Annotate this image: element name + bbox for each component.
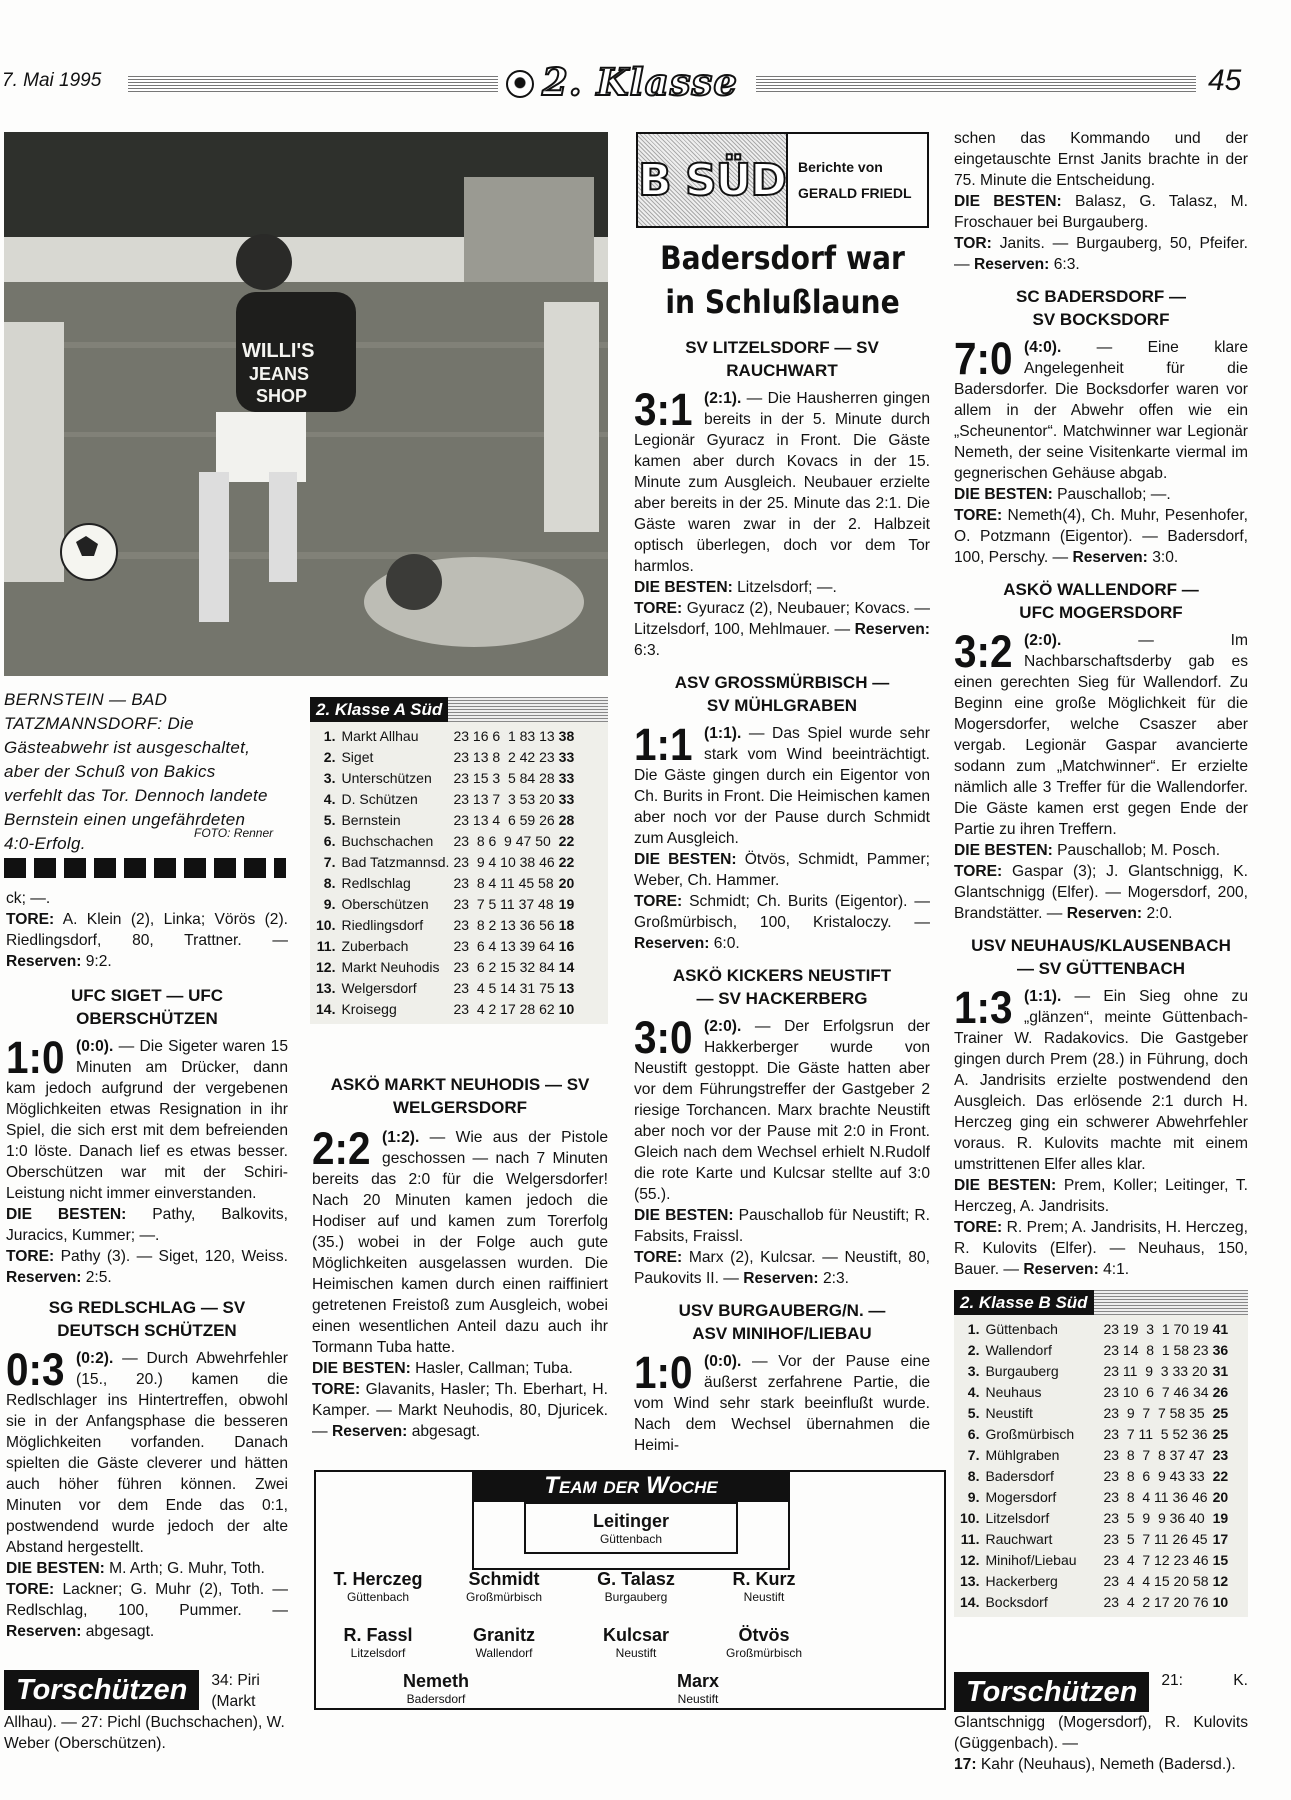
table-row xyxy=(960,1319,1228,1340)
points: 23 xyxy=(1212,1447,1229,1463)
team-name: Bernstein xyxy=(341,812,401,828)
page-number: 45 xyxy=(1208,64,1242,97)
photo-credit: FOTO: Renner xyxy=(194,826,274,840)
column-4 xyxy=(954,128,1248,1280)
team-name: Redlschlag xyxy=(341,875,411,891)
team-name: Siget xyxy=(341,749,374,765)
player-name: T. Herczeg xyxy=(333,1569,423,1589)
team-name: D. Schützen xyxy=(341,791,418,807)
table-row xyxy=(316,873,574,894)
svg-text:WILLI'S: WILLI'S xyxy=(242,340,315,362)
stats: 23 5 7 11 26 45 xyxy=(1103,1531,1208,1547)
rank: 9. xyxy=(323,896,336,912)
table-row xyxy=(960,1529,1228,1550)
match-heading: USV NEUHAUS/KLAUSENBACH — SV GÜTTENBACH xyxy=(971,936,1231,978)
player-name: Marx xyxy=(676,1671,720,1691)
match-heading: UFC SIGET — UFC OBERSCHÜTZEN xyxy=(70,986,224,1028)
team-name: Zuberbach xyxy=(341,938,409,954)
prev-report-end: ck; —. TORE: A. Klein (2), Linka; Vörös (2). Riedlingsdorf, 80, Trattner. — Reserven: 9:2. xyxy=(6,890,288,970)
team-name: Minihof/Liebau xyxy=(985,1552,1077,1568)
match-photo xyxy=(4,132,608,676)
report-continuation: schen das Kommando und der eingetauschte Ernst Janits brachte in der 75. Minute die Entscheidung. DIE BESTEN: Balasz, G. Talasz, M. Froschauer bei Burgauberg. TOR: Janits. — Burgauberg, 50, Pfeifer. — Reserven: 6:3. xyxy=(954,130,1248,273)
points: 14 xyxy=(558,959,575,975)
standings-table-b xyxy=(954,1290,1248,1617)
stats: 23 7 5 11 37 48 xyxy=(453,896,554,912)
points: 20 xyxy=(558,875,575,891)
table-row xyxy=(960,1550,1228,1571)
match-report: 3:0 (2:0). — Der Erfolgsrun der Hakkerberger wurde von Neustift gestoppt. Die Gäste hatten aber vor dem Führungstreffer der Gastgeber 2 riesige Torchancen. Marx brachte Neustift aber noch vor der Pause mit 2:0 in Front. Gleich nach dem Wechsel erhielt N.Rudolf die rote Karte und Kulcsar stellte auf 3:0 (55.). DIE BESTEN: Pauschallob für Neustift; R. Fabsits, Fraissl. TORE: Marx (2), Kulcsar. — Neustift, 80, Paukovits II. — Reserven: 2:3. xyxy=(634,1012,930,1287)
match-heading: SV LITZELSDORF — SV RAUCHWART xyxy=(685,338,879,380)
reporter-name: GERALD FRIEDL xyxy=(798,185,912,201)
points: 15 xyxy=(1212,1552,1229,1568)
points: 10 xyxy=(558,1001,575,1017)
rank: 4. xyxy=(967,1384,980,1400)
team-name: Markt Neuhodis xyxy=(341,959,440,975)
player-club: Neustift xyxy=(615,1646,657,1660)
team-player xyxy=(434,1624,574,1660)
player-name: R. Kurz xyxy=(732,1569,796,1589)
stats: 23 9 4 10 38 46 xyxy=(453,854,555,870)
table-row xyxy=(316,726,574,747)
scorers-box-b xyxy=(954,1670,1248,1775)
team-name: Markt Allhau xyxy=(341,728,419,744)
points: 38 xyxy=(558,728,575,744)
rank: 7. xyxy=(323,854,336,870)
rank: 3. xyxy=(967,1363,980,1379)
reporter-label: Berichte von xyxy=(798,159,883,175)
rank: 8. xyxy=(323,875,336,891)
stats: 23 8 6 9 43 33 xyxy=(1103,1468,1205,1484)
points: 31 xyxy=(1212,1363,1229,1379)
rank: 8. xyxy=(967,1468,980,1484)
table-row xyxy=(316,978,574,999)
team-name: Badersdorf xyxy=(985,1468,1054,1484)
table-row xyxy=(316,999,574,1020)
match-report: 2:2 (1:2). — Wie aus der Pistole geschossen — nach 7 Minuten bereits das 2:0 für die Welgersdorfer! Nach 20 Minuten kamen jedoch die Hodiser auf und kamen zum Torerfolg (35.) wobei in der Folge auch gute Möglichkeiten ausgelassen wurden. Die Heimischen kamen durch einen raiffiniert getretenen Freistoß zum Ausgleich, wobei einen wesentlichen Anteil dazu auch ihr Tormann Tuba hatte. DIE BESTEN: Hasler, Callman; Tuba. TORE: Glavanits, Hasler; Th. Eberhart, H. Kamper. — Markt Neuhodis, 80, Djuricek. — Reserven: abgesagt. xyxy=(312,1123,608,1440)
table-row xyxy=(960,1361,1228,1382)
standings-rows xyxy=(316,726,574,1020)
rank: 12. xyxy=(960,1552,980,1568)
match-heading: USV BURGAUBERG/N. — ASV MINIHOF/LIEBAU xyxy=(678,1301,886,1343)
points: 25 xyxy=(1212,1426,1229,1442)
team-name: Hackerberg xyxy=(985,1573,1058,1589)
table-row xyxy=(960,1487,1228,1508)
table-row xyxy=(316,957,574,978)
stats: 23 8 6 9 47 50 xyxy=(453,833,551,849)
team-player xyxy=(434,1568,574,1604)
match-score: 1:1 xyxy=(634,719,693,770)
team-name: Riedlingsdorf xyxy=(341,917,424,933)
rank: 14. xyxy=(316,1001,336,1017)
issue-date: 7. Mai 1995 xyxy=(2,70,102,91)
player-name: Leitinger xyxy=(592,1511,669,1531)
match-score: 3:0 xyxy=(634,1012,693,1063)
stats: 23 5 9 9 36 40 xyxy=(1103,1510,1205,1526)
photo-illustration xyxy=(4,132,608,676)
player-club: Badersdorf xyxy=(406,1692,466,1706)
team-player xyxy=(566,1568,706,1604)
table-row xyxy=(316,768,574,789)
table-row xyxy=(316,789,574,810)
team-player xyxy=(566,1624,706,1660)
stats: 23 4 2 17 28 62 xyxy=(453,1001,555,1017)
stats: 23 7 11 5 52 36 xyxy=(1103,1426,1208,1442)
points: 12 xyxy=(1212,1573,1229,1589)
team-name: Kroisegg xyxy=(341,1001,397,1017)
stats: 23 16 6 1 83 13 xyxy=(453,728,555,744)
player-name: Granitz xyxy=(472,1625,535,1645)
team-name: Großmürbisch xyxy=(985,1426,1075,1442)
rank: 9. xyxy=(967,1489,980,1505)
stats: 23 6 2 15 32 84 xyxy=(453,959,555,975)
table-row xyxy=(960,1466,1228,1487)
team-of-week xyxy=(314,1470,946,1710)
table-row xyxy=(960,1424,1228,1445)
stats: 23 4 7 12 23 46 xyxy=(1103,1552,1209,1568)
section-title: 2. Klasse xyxy=(542,60,738,104)
player-club: Güttenbach xyxy=(599,1532,663,1546)
rank: 4. xyxy=(323,791,336,807)
match-score: 1:0 xyxy=(634,1347,693,1398)
rank: 13. xyxy=(316,980,336,996)
photo-caption: BERNSTEIN — BAD TATZMANNSDORF: Die Gästeabwehr ist ausgeschaltet, aber der Schuß von Bakics verfehlt das Tor. Dennoch landete Bernstein einen ungefährdeten 4:0-Erfolg. xyxy=(4,690,268,853)
match-score: 3:2 xyxy=(954,626,1013,677)
scorers-text: 34: Piri (Markt Allhau). — 27: Pichl (Buchschachen), W. Weber (Oberschützen). xyxy=(4,1672,285,1752)
headline: Badersdorf war in Schlußlaune xyxy=(660,239,905,321)
match-score: 1:3 xyxy=(954,982,1013,1033)
table-row xyxy=(316,810,574,831)
team-name: Litzelsdorf xyxy=(985,1510,1050,1526)
player-name: G. Talasz xyxy=(597,1569,675,1589)
match-score: 7:0 xyxy=(954,333,1013,384)
table-row xyxy=(960,1445,1228,1466)
player-name: Nemeth xyxy=(402,1671,469,1691)
rank: 2. xyxy=(323,749,336,765)
player-name: Ötvös xyxy=(738,1625,790,1645)
rank: 1. xyxy=(967,1321,980,1337)
badge-label: B SÜD xyxy=(638,154,786,206)
team-name: Bocksdorf xyxy=(985,1594,1048,1610)
player-name: R. Fassl xyxy=(343,1625,413,1645)
team-player xyxy=(308,1568,448,1604)
stats: 23 9 7 7 58 35 xyxy=(1103,1405,1205,1421)
team-name: Bad Tatzmannsd. xyxy=(341,854,450,870)
points: 22 xyxy=(558,833,575,849)
points: 22 xyxy=(1212,1468,1229,1484)
team-player xyxy=(628,1670,768,1706)
player-club: Neustift xyxy=(743,1590,785,1604)
rank: 1. xyxy=(323,728,336,744)
table-row xyxy=(960,1508,1228,1529)
points: 41 xyxy=(1212,1321,1229,1337)
match-score: 1:0 xyxy=(6,1032,65,1083)
stats: 23 4 5 14 31 75 xyxy=(453,980,555,996)
team-player xyxy=(694,1624,834,1660)
table-row xyxy=(316,747,574,768)
match-report: 1:0 (0:0). — Vor der Pause eine äußerst zerfahrene Partie, die vom Wind sehr stark beeinflußt wurde. Nach dem Wechsel übernahmen die Heimi- xyxy=(634,1347,930,1454)
stats: 23 8 7 8 37 47 xyxy=(1103,1447,1205,1463)
rank: 11. xyxy=(960,1531,980,1547)
table-row xyxy=(316,831,574,852)
table-title: 2. Klasse A Süd xyxy=(310,697,448,722)
rank: 12. xyxy=(316,959,336,975)
player-club: Burgauberg xyxy=(604,1590,668,1604)
stats: 23 4 2 17 20 76 xyxy=(1103,1594,1209,1610)
team-name: Welgersdorf xyxy=(341,980,417,996)
points: 10 xyxy=(1212,1594,1229,1610)
match-report: 1:1 (1:1). — Das Spiel wurde sehr stark vom Wind beeinträchtigt. Die Gäste gingen durch ein Eigentor von Ch. Burits in Front. Die Heimischen kamen aber noch vor der Pause durch Schmidt zum Ausgleich. DIE BESTEN: Ötvös, Schmidt, Pammer; Weber, Ch. Hammer. TORE: Schmidt; Ch. Burits (Eigentor). — Großmürbisch, 100, Kristaloczy. — Reserven: 6:0. xyxy=(634,719,930,952)
table-row xyxy=(316,852,574,873)
stats: 23 10 6 7 46 34 xyxy=(1103,1384,1209,1400)
table-title: 2. Klasse B Süd xyxy=(954,1290,1094,1315)
table-row xyxy=(960,1382,1228,1403)
match-heading: ASKÖ WALLENDORF — UFC MOGERSDORF xyxy=(1003,580,1199,622)
player-club: Litzelsdorf xyxy=(350,1646,406,1660)
team-name: Oberschützen xyxy=(341,896,429,912)
points: 33 xyxy=(558,770,575,786)
match-score: 2:2 xyxy=(312,1123,371,1174)
points: 13 xyxy=(558,980,575,996)
stats: 23 8 4 11 36 46 xyxy=(1103,1489,1208,1505)
team-player xyxy=(561,1510,701,1546)
rank: 5. xyxy=(967,1405,980,1421)
stats: 23 8 2 13 36 56 xyxy=(453,917,555,933)
points: 33 xyxy=(558,791,575,807)
stats: 23 6 4 13 39 64 xyxy=(453,938,555,954)
stats: 23 19 3 1 70 19 xyxy=(1103,1321,1209,1337)
match-heading: SC BADERSDORF — SV BOCKSDORF xyxy=(1015,287,1186,329)
header-rule-left xyxy=(128,76,498,92)
scorers-box xyxy=(4,1670,286,1754)
stats: 23 14 8 1 58 23 xyxy=(1103,1342,1209,1358)
divider-bar xyxy=(4,858,286,878)
table-row xyxy=(316,915,574,936)
points: 28 xyxy=(558,812,575,828)
team-title: Team der Woche xyxy=(472,1470,790,1502)
scorers-text: 21: K. Glantschnigg (Mogersdorf), R. Kulovits (Güggenbach). — 17: Kahr (Neuhaus), Nemeth (Badersd.). xyxy=(954,1672,1248,1773)
stats: 23 13 7 3 53 20 xyxy=(453,791,555,807)
match-score: 3:1 xyxy=(634,384,693,435)
points: 26 xyxy=(1212,1384,1229,1400)
standings-table-a xyxy=(310,697,608,1024)
column-2 xyxy=(312,1073,608,1442)
team-name: Burgauberg xyxy=(985,1363,1059,1379)
svg-text:JEANS: JEANS xyxy=(249,364,310,384)
rank: 3. xyxy=(323,770,336,786)
points: 33 xyxy=(558,749,575,765)
player-club: Güttenbach xyxy=(346,1590,410,1604)
match-report: 7:0 (4:0). — Eine klare Angelegenheit für die Badersdorfer. Die Bocksdorfer waren vor allem in der Abwehr offen wie ein „Scheunentor“. Matchwinner war Legionär Nemeth, der seine Visitenkarte viermal im gegnerischen Gehäuse abgab. DIE BESTEN: Pauschallob; —. TORE: Nemeth(4), Ch. Muhr, Pesenhofer, O. Potzmann (Eigentor). — Badersdorf, 100, Perschy. — Reserven: 3:0. xyxy=(954,333,1248,566)
section-badge xyxy=(636,132,929,228)
rank: 10. xyxy=(316,917,336,933)
player-club: Großmürbisch xyxy=(465,1590,542,1604)
player-club: Wallendorf xyxy=(475,1646,533,1660)
team-name: Mühlgraben xyxy=(985,1447,1060,1463)
team-player xyxy=(694,1568,834,1604)
match-heading: ASKÖ MARKT NEUHODIS — SV WELGERSDORF xyxy=(330,1075,590,1117)
svg-text:SHOP: SHOP xyxy=(256,386,308,406)
match-heading: SG REDLSCHLAG — SV DEUTSCH SCHÜTZEN xyxy=(48,1298,246,1340)
player-name: Schmidt xyxy=(468,1569,540,1589)
match-report: 3:1 (2:1). — Die Hausherren gingen bereits in der 5. Minute durch Legionär Gyuracz in Front. Die Gäste kamen aber durch Kovacs in der 15. Minute zum Ausgleich. Neubauer erzielte aber bereits in der 25. Minute das 2:1. Die Gäste waren zwar in der 2. Halbzeit optisch überlegen, doch vor dem Tor harmlos. DIE BESTEN: Litzelsdorf; —. TORE: Gyuracz (2), Neubauer; Kovacs. — Litzelsdorf, 100, Mehlmauer. — Reserven: 6:3. xyxy=(634,384,930,659)
points: 17 xyxy=(1212,1531,1229,1547)
team-player xyxy=(308,1624,448,1660)
points: 18 xyxy=(558,917,575,933)
team-name: Rauchwart xyxy=(985,1531,1053,1547)
match-heading: ASV GROSSMÜRBISCH — SV MÜHLGRABEN xyxy=(674,673,890,715)
rank: 11. xyxy=(316,938,336,954)
scorers-title: Torschützen xyxy=(4,1670,199,1710)
points: 16 xyxy=(558,938,575,954)
match-report: 1:0 (0:0). — Die Sigeter waren 15 Minuten am Drücker, dann kam jedoch aufgrund der vergebenen Möglichkeiten etwas Resignation in ihr Spiel, die sich erst mit dem befreienden 1:0 löste. Danach lief es etwas besser. Oberschützen war mit der Schiri-Leistung nicht immer einverstanden. DIE BESTEN: Pathy, Balkovits, Juracics, Kummer; —. TORE: Pathy (3). — Siget, 120, Weiss. Reserven: 2:5. xyxy=(6,1032,288,1286)
points: 25 xyxy=(1212,1405,1229,1421)
stats: 23 8 4 11 45 58 xyxy=(453,875,554,891)
header-rule-right xyxy=(756,76,1196,92)
stats: 23 15 3 5 84 28 xyxy=(453,770,555,786)
stats: 23 13 4 6 59 26 xyxy=(453,812,555,828)
standings-rows xyxy=(960,1319,1228,1613)
team-name: Unterschützen xyxy=(341,770,432,786)
team-name: Buchschachen xyxy=(341,833,434,849)
stats: 23 13 8 2 42 23 xyxy=(453,749,555,765)
team-name: Neuhaus xyxy=(985,1384,1042,1400)
player-name: Kulcsar xyxy=(602,1625,670,1645)
table-row xyxy=(960,1571,1228,1592)
column-3 xyxy=(634,336,930,1456)
points: 19 xyxy=(1212,1510,1229,1526)
team-name: Wallendorf xyxy=(985,1342,1052,1358)
player-club: Neustift xyxy=(677,1692,719,1706)
team-name: Neustift xyxy=(985,1405,1033,1421)
player-club: Großmürbisch xyxy=(725,1646,802,1660)
rank: 13. xyxy=(960,1573,980,1589)
table-row xyxy=(960,1403,1228,1424)
column-1 xyxy=(6,888,288,1642)
points: 20 xyxy=(1212,1489,1229,1505)
match-report: 3:2 (2:0). — Im Nachbarschaftsderby gab es einen gerechten Sieg für Wallendorf. Zu Beginn eine große Möglichkeit für die Mogersdorfer, welche Csaszer aber vergab. Legionär Gaspar avancierte sodann zum „Matchwinner“. Er erzielte nämlich alle 3 Treffer für die Wallendorfer. Die Gäste kamen erst gegen Ende der Partie zu ihren Treffern. DIE BESTEN: Pauschallob; M. Posch. TORE: Gaspar (3); J. Glantschnigg, K. Glantschnigg (Elfer). — Mogersdorf, 200, Brandstätter. — Reserven: 2:0. xyxy=(954,626,1248,922)
team-player xyxy=(366,1670,506,1706)
points: 19 xyxy=(558,896,575,912)
table-row xyxy=(960,1340,1228,1361)
match-heading: ASKÖ KICKERS NEUSTIFT — SV HACKERBERG xyxy=(672,966,892,1008)
rank: 5. xyxy=(323,812,336,828)
match-report: 1:3 (1:1). — Ein Sieg ohne zu „glänzen“, meinte Güttenbach-Trainer W. Radakovics. Die Gastgeber gingen durch Prem (28.) in Führung, doch A. Jandrisits erzielte postwendend den Ausgleich. Das erlösende 2:1 durch H. Herczeg ging ein schwerer Abwehrfehler voraus. R. Kulovits machte mit einem umstrittenen Elfer alles klar. DIE BESTEN: Prem, Koller; Leitinger, T. Herczeg, A. Jandrisits. TORE: R. Prem; A. Jandrisits, H. Herczeg, R. Kulovits (Elfer). — Neuhaus, 150, Bauer. — Reserven: 4:1. xyxy=(954,982,1248,1278)
rank: 14. xyxy=(960,1594,980,1610)
rank: 10. xyxy=(960,1510,980,1526)
match-score: 0:3 xyxy=(6,1344,65,1395)
team-name: Güttenbach xyxy=(985,1321,1058,1337)
table-row xyxy=(960,1592,1228,1613)
rank: 6. xyxy=(323,833,336,849)
scorers-title: Torschützen xyxy=(954,1672,1149,1712)
points: 36 xyxy=(1212,1342,1229,1358)
stats: 23 4 4 15 20 58 xyxy=(1103,1573,1209,1589)
soccer-ball-icon xyxy=(506,70,534,98)
rank: 6. xyxy=(967,1426,980,1442)
team-name: Mogersdorf xyxy=(985,1489,1057,1505)
table-row xyxy=(316,894,574,915)
rank: 7. xyxy=(967,1447,980,1463)
rank: 2. xyxy=(967,1342,980,1358)
match-report: 0:3 (0:2). — Durch Abwehrfehler (15., 20.) kamen die Redlschlager ins Hintertreffen, obwohl sie in der Anfangsphase die besseren Möglichkeiten vorfanden. Danach spielten die Gäste cleverer und hätten auch höher führen können. Zwei Minuten vor dem Ende das 0:1, postwendend wurde jedoch der alte Abstand hergestellt. DIE BESTEN: M. Arth; G. Muhr, Toth. TORE: Lackner; G. Muhr (2), Toth. — Redlschlag, 100, Pummer. — Reserven: abgesagt. xyxy=(6,1344,288,1640)
stats: 23 11 9 3 33 20 xyxy=(1103,1363,1208,1379)
table-row xyxy=(316,936,574,957)
points: 22 xyxy=(558,854,575,870)
